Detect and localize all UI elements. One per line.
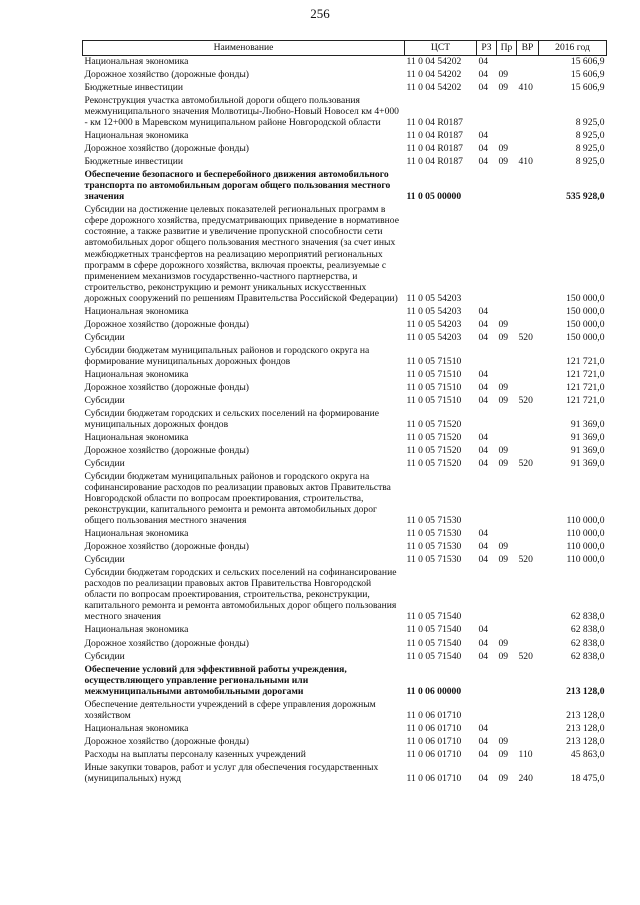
- row-vr: [517, 69, 539, 82]
- header-name: Наименование: [83, 41, 405, 56]
- row-name: Национальная экономика: [84, 305, 189, 317]
- row-sum: 121 721,0: [566, 355, 605, 367]
- row-rz: [477, 345, 497, 369]
- row-pr: 09: [498, 143, 509, 155]
- row-sum: 91 369,0: [570, 445, 605, 456]
- row-name: Бюджетные инвестиции: [84, 82, 183, 94]
- table-row: [83, 432, 607, 445]
- row-sum: 150 000,0: [566, 305, 605, 317]
- row-cst: 11 0 04 54202: [406, 69, 462, 81]
- table-row: [83, 749, 607, 762]
- row-pr: 09: [498, 541, 509, 553]
- row-pr: [497, 624, 517, 637]
- row-sum: 213 128,0: [566, 735, 605, 747]
- row-vr: [517, 408, 539, 432]
- row-pr: [497, 471, 517, 528]
- row-cst: 11 0 05 71520: [406, 418, 462, 430]
- row-name: Дорожное хозяйство (дорожные фонды): [84, 735, 249, 747]
- row-rz: 04: [478, 305, 489, 317]
- row-sum: 150 000,0: [566, 318, 605, 330]
- row-name: Дорожное хозяйство (дорожные фонды): [84, 637, 249, 649]
- row-name: Субсидии на достижение целевых показателей региональных программ в сфере дорожного хозяйства, предусматривающих приведение в нормативное состояние, а также развитие и увеличение пропускной способности сети автомобильных дорог общего пользования местного значения (за счет иных межбюджетных трансфертов на реализацию мероприятий региональных программ в сфере дорожного хозяйства, включая проекты, реализуемые с применением механизмов государственно-частного партнерства, и строительство, реконструкцию и ремонт уникальных искусственных дорожных сооружений по решениям Правительства Российской Федерации): [84, 204, 399, 304]
- row-cst: 11 0 05 71510: [406, 381, 462, 393]
- row-rz: [477, 471, 497, 528]
- row-cst: 11 0 05 00000: [406, 191, 462, 203]
- row-cst: 11 0 04 54202: [406, 56, 462, 67]
- row-vr: 410: [518, 82, 533, 94]
- row-vr: [517, 699, 539, 723]
- row-cst: 11 0 05 54203: [406, 292, 462, 304]
- row-name: Бюджетные инвестиции: [84, 156, 183, 168]
- row-cst: 11 0 05 71540: [406, 637, 462, 649]
- table-row: [83, 56, 607, 70]
- row-sum: 121 721,0: [566, 381, 605, 393]
- row-vr: [517, 432, 539, 445]
- row-rz: 04: [478, 528, 489, 540]
- row-sum: 91 369,0: [570, 431, 605, 443]
- row-sum: 62 838,0: [570, 624, 605, 636]
- row-name: Субсидии бюджетам муниципальных районов и городского округа на софинансирование расходов по реализации правовых актов Правительства Новгородской области по вопросам проектирования, строительства, реконструкции, капитального ремонта и ремонта автомобильных дорог общего пользования местного значения: [84, 471, 391, 527]
- row-vr: [517, 528, 539, 541]
- row-cst: 11 0 06 01710: [406, 748, 462, 760]
- table-row: [83, 130, 607, 143]
- row-sum: 8 925,0: [575, 156, 605, 168]
- table-row: [83, 528, 607, 541]
- row-name: Национальная экономика: [84, 368, 189, 380]
- row-name: Дорожное хозяйство (дорожные фонды): [84, 318, 249, 330]
- row-rz: 04: [478, 56, 489, 67]
- row-pr: [497, 56, 517, 70]
- row-sum: 213 128,0: [566, 722, 605, 734]
- row-cst: 11 0 06 01710: [406, 772, 462, 784]
- row-vr: 520: [518, 394, 533, 406]
- row-sum: 110 000,0: [566, 541, 605, 553]
- row-cst: 11 0 05 71540: [406, 611, 462, 623]
- row-name: Субсидии: [84, 458, 125, 470]
- row-rz: 04: [478, 156, 489, 168]
- row-sum: 110 000,0: [566, 554, 605, 566]
- row-sum: 15 606,9: [570, 82, 605, 94]
- table-row: [83, 762, 607, 786]
- table-row: [83, 69, 607, 82]
- table-row: [83, 95, 607, 130]
- row-vr: 520: [518, 650, 533, 662]
- table-row: [83, 382, 607, 395]
- table-row: [83, 554, 607, 567]
- table-row: [83, 369, 607, 382]
- row-rz: 04: [478, 431, 489, 443]
- row-sum: 213 128,0: [566, 685, 605, 697]
- row-sum: 18 475,0: [570, 772, 605, 784]
- table-row: [83, 143, 607, 156]
- row-name: Иные закупки товаров, работ и услуг для обеспечения государственных (муниципальных) нужд: [84, 761, 379, 784]
- row-rz: 04: [478, 368, 489, 380]
- row-pr: [497, 699, 517, 723]
- row-vr: 410: [518, 156, 533, 168]
- row-sum: 8 925,0: [575, 130, 605, 142]
- row-cst: 11 0 04 54202: [406, 82, 462, 94]
- row-cst: 11 0 05 71540: [406, 624, 462, 636]
- row-sum: 110 000,0: [566, 528, 605, 540]
- row-pr: 09: [498, 637, 509, 649]
- row-rz: [477, 204, 497, 305]
- row-rz: 04: [478, 69, 489, 81]
- row-vr: [517, 369, 539, 382]
- row-vr: [517, 445, 539, 458]
- row-rz: [477, 699, 497, 723]
- row-cst: 11 0 05 54203: [406, 305, 462, 317]
- row-rz: 04: [478, 381, 489, 393]
- header-sum: 2016 год: [539, 41, 607, 56]
- row-vr: [517, 638, 539, 651]
- table-row: [83, 624, 607, 637]
- row-pr: 09: [498, 82, 509, 94]
- row-vr: [517, 382, 539, 395]
- row-pr: [497, 345, 517, 369]
- row-cst: 11 0 05 71520: [406, 431, 462, 443]
- row-sum: 45 863,0: [570, 748, 605, 760]
- header-pr: Пр: [497, 41, 517, 56]
- row-name: Дорожное хозяйство (дорожные фонды): [84, 69, 249, 81]
- row-sum: 150 000,0: [566, 292, 605, 304]
- table-row: [83, 169, 607, 204]
- row-sum: 62 838,0: [570, 637, 605, 649]
- table-row: [83, 664, 607, 699]
- row-name: Субсидии бюджетам городских и сельских поселений на софинансирование расходов по реализации правовых актов Правительства Новгородской области по вопросам проектирования, строительства, реконструкции, капитального ремонта и ремонта автомобильных дорог общего пользования местного значения: [84, 567, 397, 623]
- row-rz: [477, 408, 497, 432]
- row-cst: 11 0 05 71510: [406, 394, 462, 406]
- table-row: [83, 156, 607, 169]
- row-cst: 11 0 05 71530: [406, 541, 462, 553]
- row-pr: 09: [498, 735, 509, 747]
- row-name: Субсидии: [84, 394, 125, 406]
- table-row: [83, 345, 607, 369]
- row-name: Субсидии: [84, 554, 125, 566]
- row-rz: 04: [478, 394, 489, 406]
- table-row: [83, 204, 607, 305]
- table-row: [83, 458, 607, 471]
- row-pr: 09: [498, 458, 509, 470]
- row-pr: 09: [498, 394, 509, 406]
- row-sum: 110 000,0: [566, 515, 605, 527]
- row-vr: [517, 345, 539, 369]
- row-cst: 11 0 06 00000: [406, 685, 462, 697]
- row-rz: 04: [478, 541, 489, 553]
- table-row: [83, 82, 607, 95]
- row-sum: 15 606,9: [570, 69, 605, 81]
- row-cst: 11 0 05 71540: [406, 650, 462, 662]
- row-rz: 04: [478, 624, 489, 636]
- row-rz: [477, 664, 497, 699]
- row-cst: 11 0 06 01710: [406, 722, 462, 734]
- row-rz: [477, 95, 497, 130]
- row-vr: [517, 723, 539, 736]
- row-vr: 110: [518, 748, 533, 760]
- table-row: [83, 471, 607, 528]
- table-row: [83, 408, 607, 432]
- row-rz: 04: [478, 735, 489, 747]
- table-row: [83, 567, 607, 624]
- table-row: [83, 445, 607, 458]
- row-rz: 04: [478, 458, 489, 470]
- row-pr: 09: [498, 772, 509, 784]
- row-name: Национальная экономика: [84, 130, 189, 142]
- row-cst: 11 0 05 71530: [406, 528, 462, 540]
- row-rz: 04: [478, 445, 489, 456]
- row-vr: 240: [518, 772, 533, 784]
- row-name: Дорожное хозяйство (дорожные фонды): [84, 445, 249, 456]
- row-sum: 62 838,0: [570, 611, 605, 623]
- row-sum: 121 721,0: [566, 394, 605, 406]
- row-vr: [517, 130, 539, 143]
- row-sum: 15 606,9: [570, 56, 605, 67]
- row-cst: 11 0 06 01710: [406, 709, 462, 721]
- row-vr: [517, 624, 539, 637]
- header-rz: РЗ: [477, 41, 497, 56]
- row-name: Расходы на выплаты персоналу казенных учреждений: [84, 748, 306, 760]
- table-row: [83, 736, 607, 749]
- row-rz: 04: [478, 722, 489, 734]
- row-pr: [497, 723, 517, 736]
- row-pr: [497, 169, 517, 204]
- row-vr: [517, 319, 539, 332]
- row-cst: 11 0 04 R0187: [406, 117, 463, 129]
- row-name: Субсидии бюджетам городских и сельских поселений на формирование муниципальных дорожных фондов: [84, 407, 380, 430]
- row-pr: [497, 130, 517, 143]
- table-row: [83, 651, 607, 664]
- row-name: Дорожное хозяйство (дорожные фонды): [84, 143, 249, 155]
- row-sum: 91 369,0: [570, 458, 605, 470]
- row-vr: [517, 567, 539, 624]
- row-pr: [497, 432, 517, 445]
- row-pr: 09: [498, 748, 509, 760]
- row-sum: 213 128,0: [566, 709, 605, 721]
- row-rz: [477, 567, 497, 624]
- row-name: Дорожное хозяйство (дорожные фонды): [84, 541, 249, 553]
- row-name: Субсидии: [84, 331, 125, 343]
- budget-table: [82, 40, 607, 786]
- table-row: [83, 699, 607, 723]
- row-vr: [517, 736, 539, 749]
- row-pr: 09: [498, 445, 509, 456]
- header-cst: ЦСТ: [405, 41, 477, 56]
- row-name: Субсидии: [84, 650, 125, 662]
- row-pr: [497, 567, 517, 624]
- row-cst: 11 0 05 54203: [406, 331, 462, 343]
- row-vr: [517, 169, 539, 204]
- table-header: [83, 41, 607, 56]
- row-cst: 11 0 05 71530: [406, 554, 462, 566]
- row-rz: 04: [478, 143, 489, 155]
- row-vr: [517, 95, 539, 130]
- row-pr: [497, 408, 517, 432]
- row-vr: 520: [518, 554, 533, 566]
- page-number: 256: [310, 6, 330, 21]
- row-sum: 121 721,0: [566, 368, 605, 380]
- table-body: [83, 56, 607, 786]
- row-pr: [497, 306, 517, 319]
- row-sum: 8 925,0: [575, 117, 605, 129]
- row-vr: [517, 143, 539, 156]
- table-row: [83, 332, 607, 345]
- row-rz: 04: [478, 331, 489, 343]
- row-name: Национальная экономика: [84, 722, 189, 734]
- row-name: Реконструкция участка автомобильной дороги общего пользования межмуниципального значения Молвотицы-Любно-Новый Новосел км 4+000 - км 12+000 в Маревском муниципальном районе Новгородской области: [84, 95, 399, 129]
- row-pr: [497, 528, 517, 541]
- row-pr: [497, 664, 517, 699]
- row-sum: 62 838,0: [570, 650, 605, 662]
- row-sum: 8 925,0: [575, 143, 605, 155]
- row-pr: 09: [498, 331, 509, 343]
- row-rz: [477, 169, 497, 204]
- row-rz: 04: [478, 650, 489, 662]
- row-name: Субсидии бюджетам муниципальных районов и городского округа на формирование муниципальных дорожных фондов: [84, 344, 370, 367]
- row-cst: 11 0 04 R0187: [406, 156, 463, 168]
- row-pr: 09: [498, 381, 509, 393]
- row-rz: 04: [478, 130, 489, 142]
- row-pr: 09: [498, 156, 509, 168]
- row-rz: 04: [478, 748, 489, 760]
- row-cst: 11 0 05 71520: [406, 458, 462, 470]
- row-vr: [517, 306, 539, 319]
- table-row: [83, 319, 607, 332]
- row-name: Обеспечение условий для эффективной работы учреждения, осуществляющего управление региональными или межмуниципальными автомобильными дорогами: [84, 663, 347, 697]
- row-name: Обеспечение деятельности учреждений в сфере управления дорожным хозяйством: [84, 698, 376, 721]
- row-sum: 150 000,0: [566, 331, 605, 343]
- row-rz: 04: [478, 318, 489, 330]
- row-pr: 09: [498, 650, 509, 662]
- row-vr: [517, 56, 539, 70]
- row-sum: 535 928,0: [566, 191, 605, 203]
- header-vr: ВР: [517, 41, 539, 56]
- row-cst: 11 0 04 R0187: [406, 130, 463, 142]
- table-row: [83, 306, 607, 319]
- row-cst: 11 0 05 54203: [406, 318, 462, 330]
- row-pr: [497, 369, 517, 382]
- row-vr: [517, 204, 539, 305]
- row-vr: 520: [518, 331, 533, 343]
- row-cst: 11 0 04 R0187: [406, 143, 463, 155]
- row-rz: 04: [478, 82, 489, 94]
- row-cst: 11 0 05 71530: [406, 515, 462, 527]
- row-pr: 09: [498, 69, 509, 81]
- table-row: [83, 541, 607, 554]
- row-pr: [497, 204, 517, 305]
- row-rz: 04: [478, 554, 489, 566]
- row-vr: [517, 541, 539, 554]
- row-pr: [497, 95, 517, 130]
- row-cst: 11 0 05 71510: [406, 355, 462, 367]
- row-rz: 04: [478, 637, 489, 649]
- row-name: Национальная экономика: [84, 56, 189, 67]
- row-cst: 11 0 06 01710: [406, 735, 462, 747]
- row-cst: 11 0 05 71510: [406, 368, 462, 380]
- row-vr: 520: [518, 458, 533, 470]
- row-cst: 11 0 05 71520: [406, 445, 462, 456]
- row-pr: 09: [498, 318, 509, 330]
- row-rz: 04: [478, 772, 489, 784]
- table-row: [83, 723, 607, 736]
- row-vr: [517, 471, 539, 528]
- table-row: [83, 638, 607, 651]
- row-name: Национальная экономика: [84, 528, 189, 540]
- row-name: Национальная экономика: [84, 431, 189, 443]
- row-name: Дорожное хозяйство (дорожные фонды): [84, 381, 249, 393]
- row-name: Национальная экономика: [84, 624, 189, 636]
- row-name: Обеспечение безопасного и бесперебойного движения автомобильного транспорта по автомобильным дорогам общего пользования местного значения: [84, 169, 391, 203]
- table-row: [83, 395, 607, 408]
- row-sum: 91 369,0: [570, 418, 605, 430]
- row-pr: 09: [498, 554, 509, 566]
- row-vr: [517, 664, 539, 699]
